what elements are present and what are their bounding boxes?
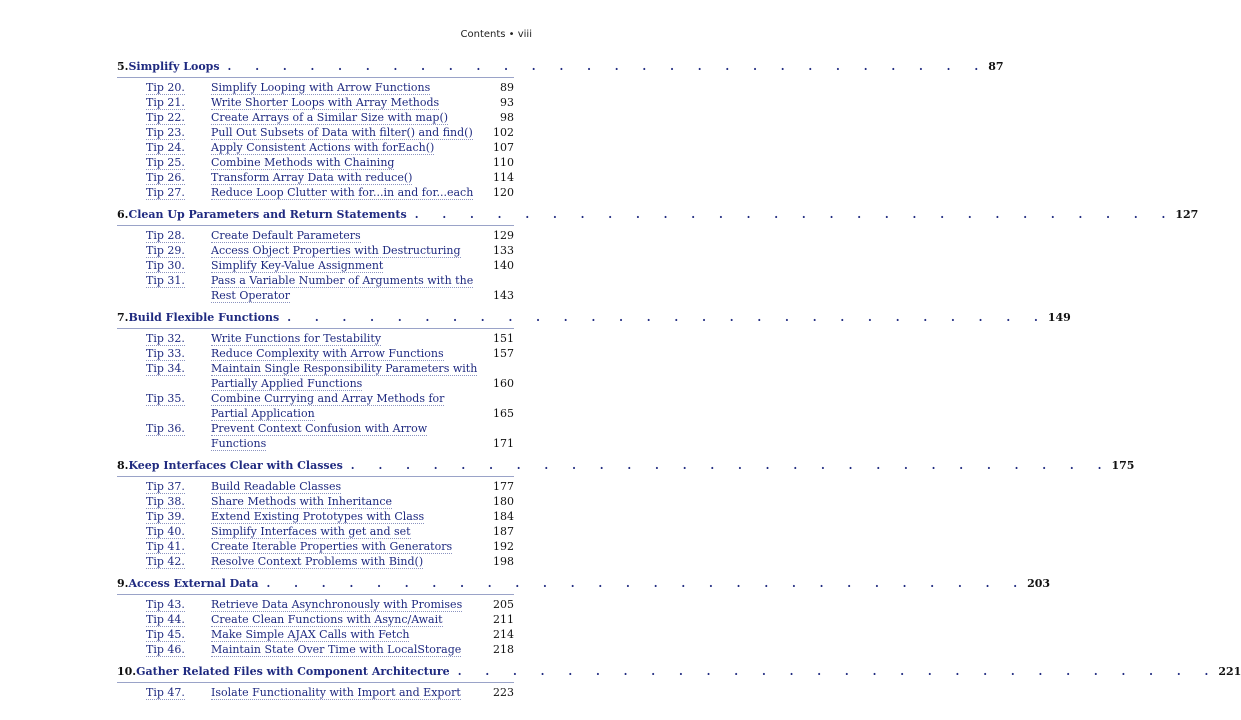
dot-leader: . . . . . . . . . . . . . . . . . . . . . . . . . . . . xyxy=(287,311,1048,324)
tip-entry[interactable] xyxy=(117,361,514,391)
chapter-page-number: 87 xyxy=(988,60,1004,73)
tip-number xyxy=(117,80,211,95)
tip-number-text: Tip 21. xyxy=(146,96,185,109)
tip-page-number: 107 xyxy=(493,141,514,154)
tip-title[interactable] xyxy=(211,421,484,451)
tip-number-text: Tip 22. xyxy=(146,111,185,124)
tip-title-link[interactable]: Simplify Interfaces with get and set xyxy=(211,525,411,538)
tip-title-link[interactable]: Reduce Loop Clutter with for...in and for...each xyxy=(211,186,474,199)
tip-title-link[interactable]: Simplify Looping with Arrow Functions xyxy=(211,81,431,94)
tip-number-text: Tip 47. xyxy=(146,686,185,699)
tip-entry[interactable] xyxy=(117,612,514,627)
chapter-section xyxy=(117,311,1071,451)
tip-title[interactable] xyxy=(211,479,484,494)
tip-title-link[interactable]: Maintain State Over Time with LocalStorage xyxy=(211,643,462,656)
tip-page-number: 187 xyxy=(493,525,514,538)
tip-title-link[interactable]: Maintain Single Responsibility Parameters with Partially Applied Functions xyxy=(211,362,478,390)
tip-title-link[interactable]: Apply Consistent Actions with forEach() xyxy=(211,141,435,154)
tip-number-text: Tip 31. xyxy=(146,274,185,287)
tip-title-link[interactable]: Combine Currying and Array Methods for Partial Application xyxy=(211,392,445,420)
chapter-section xyxy=(117,577,1051,657)
tip-title-link[interactable]: Create Clean Functions with Async/Await xyxy=(211,613,443,626)
tip-title-link[interactable]: Write Shorter Loops with Array Methods xyxy=(211,96,440,109)
chapter-title-link[interactable]: Simplify Loops xyxy=(128,60,220,73)
chapter-page-number: 149 xyxy=(1047,311,1071,324)
tip-title-link[interactable]: Create Default Parameters xyxy=(211,229,361,242)
tip-title[interactable] xyxy=(211,539,484,554)
tip-number-text: Tip 34. xyxy=(146,362,185,375)
tip-title[interactable] xyxy=(211,170,484,185)
tip-entry[interactable] xyxy=(117,346,514,361)
tip-title[interactable] xyxy=(211,391,484,421)
dot-leader: . . . . . . . . . . . . . . . . . . . . . . . . . . . . xyxy=(350,459,1112,472)
tip-title[interactable] xyxy=(211,346,484,361)
tip-entry[interactable] xyxy=(117,258,514,273)
tip-page-number: 98 xyxy=(500,111,514,124)
chapter-entry[interactable] xyxy=(117,311,1071,329)
chapter-number: 5. xyxy=(117,60,129,73)
tip-title[interactable] xyxy=(211,554,484,569)
tip-number-text: Tip 25. xyxy=(146,156,185,169)
tip-number-text: Tip 28. xyxy=(146,229,185,242)
chapter-title-link[interactable]: Access External Data xyxy=(128,577,259,590)
chapter-title-link[interactable]: Build Flexible Functions xyxy=(128,311,280,324)
tip-number-text: Tip 40. xyxy=(146,525,185,538)
page-header: Contents • viii xyxy=(460,29,532,40)
tip-title-link[interactable]: Make Simple AJAX Calls with Fetch xyxy=(211,628,410,641)
tip-number xyxy=(117,627,211,642)
tip-page-number: 214 xyxy=(493,628,514,641)
tip-entry[interactable] xyxy=(117,331,514,346)
tip-number-text: Tip 35. xyxy=(146,392,185,405)
tip-number xyxy=(117,524,211,539)
tip-title-link[interactable]: Combine Methods with Chaining xyxy=(211,156,395,169)
tip-title-link[interactable]: Write Functions for Testability xyxy=(211,332,382,345)
chapter-number: 10. xyxy=(117,665,137,678)
tip-number-text: Tip 43. xyxy=(146,598,185,611)
tip-page-number: 180 xyxy=(493,495,514,508)
tip-number xyxy=(117,554,211,569)
tip-page-number: 143 xyxy=(493,289,514,302)
tip-number-text: Tip 32. xyxy=(146,332,185,345)
tip-page-number: 223 xyxy=(493,686,514,699)
tip-number xyxy=(117,331,211,346)
tip-title-link[interactable]: Pull Out Subsets of Data with filter() and find() xyxy=(211,126,473,139)
dot-leader: . . . . . . . . . . . . . . . . . . . . . . . . . . . . xyxy=(227,60,989,73)
chapter-title-link[interactable]: Gather Related Files with Component Architecture xyxy=(136,665,450,678)
tip-number-text: Tip 38. xyxy=(146,495,185,508)
tip-page-number: 218 xyxy=(493,643,514,656)
tip-entry[interactable] xyxy=(117,642,514,657)
tip-number-text: Tip 20. xyxy=(146,81,185,94)
chapter-number: 7. xyxy=(117,311,129,324)
tip-number xyxy=(117,185,211,200)
tip-page-number: 205 xyxy=(493,598,514,611)
tip-title[interactable] xyxy=(211,331,484,346)
tip-entry[interactable] xyxy=(117,185,514,200)
tip-title-link[interactable]: Prevent Context Confusion with Arrow Functions xyxy=(211,422,428,450)
tip-title-link[interactable]: Isolate Functionality with Import and Export xyxy=(211,686,461,699)
tip-page-number: 165 xyxy=(493,407,514,420)
tip-number xyxy=(117,612,211,627)
tip-entry[interactable] xyxy=(117,479,514,494)
tip-title[interactable] xyxy=(211,642,484,657)
chapter-entry[interactable] xyxy=(117,208,1199,226)
tip-title-link[interactable]: Create Arrays of a Similar Size with map() xyxy=(211,111,449,124)
tip-page-number: 160 xyxy=(493,377,514,390)
tip-title[interactable] xyxy=(211,228,484,243)
tip-number-text: Tip 42. xyxy=(146,555,185,568)
chapter-section xyxy=(117,665,1241,700)
tip-title-link[interactable]: Build Readable Classes xyxy=(211,480,342,493)
chapter-section xyxy=(117,459,1135,569)
tip-title-link[interactable]: Retrieve Data Asynchronously with Promises xyxy=(211,598,463,611)
tip-number xyxy=(117,243,211,258)
tip-entry[interactable] xyxy=(117,597,514,612)
tip-number xyxy=(117,125,211,140)
tip-title[interactable] xyxy=(211,110,484,125)
tip-number-text: Tip 41. xyxy=(146,540,185,553)
tip-title[interactable] xyxy=(211,125,484,140)
tip-number-text: Tip 30. xyxy=(146,259,185,272)
tip-page-number: 120 xyxy=(493,186,514,199)
tip-page-number: 171 xyxy=(493,437,514,450)
tip-entry[interactable] xyxy=(117,685,514,700)
tip-title[interactable] xyxy=(211,685,484,700)
tip-page-number: 177 xyxy=(493,480,514,493)
tip-number-text: Tip 29. xyxy=(146,244,185,257)
tip-title[interactable] xyxy=(211,258,484,273)
tip-page-number: 157 xyxy=(493,347,514,360)
tip-number xyxy=(117,228,211,243)
dot-leader: . . . . . . . . . . . . . . . . . . . . . . . . . . . . xyxy=(457,665,1219,678)
tip-title-link[interactable]: Share Methods with Inheritance xyxy=(211,495,392,508)
tip-title[interactable] xyxy=(211,494,484,509)
tip-title-link[interactable]: Create Iterable Properties with Generators xyxy=(211,540,453,553)
tip-number xyxy=(117,539,211,554)
tip-number xyxy=(117,509,211,524)
tip-title-link[interactable]: Extend Existing Prototypes with Class xyxy=(211,510,425,523)
chapter-section xyxy=(117,208,1199,303)
tip-number xyxy=(117,685,211,700)
tip-page-number: 198 xyxy=(493,555,514,568)
tip-entry[interactable] xyxy=(117,524,514,539)
chapter-entry[interactable] xyxy=(117,665,1241,683)
tip-entry[interactable] xyxy=(117,554,514,569)
tip-title-link[interactable]: Simplify Key-Value Assignment xyxy=(211,259,384,272)
chapter-title-link[interactable]: Keep Interfaces Clear with Classes xyxy=(128,459,343,472)
tip-number-text: Tip 44. xyxy=(146,613,185,626)
tip-number xyxy=(117,110,211,125)
tip-title[interactable] xyxy=(211,627,484,642)
tip-page-number: 211 xyxy=(493,613,514,626)
tip-title[interactable] xyxy=(211,80,484,95)
tip-entry[interactable] xyxy=(117,627,514,642)
tip-page-number: 110 xyxy=(493,156,514,169)
tip-entry[interactable] xyxy=(117,509,514,524)
tip-page-number: 192 xyxy=(493,540,514,553)
tip-entry[interactable] xyxy=(117,421,514,451)
tip-number xyxy=(117,273,211,288)
chapter-page-number: 175 xyxy=(1111,459,1135,472)
tip-title-link[interactable]: Reduce Complexity with Arrow Functions xyxy=(211,347,444,360)
tip-number-text: Tip 46. xyxy=(146,643,185,656)
tip-entry[interactable] xyxy=(117,170,514,185)
tip-number xyxy=(117,421,211,436)
tip-entry[interactable] xyxy=(117,95,514,110)
chapter-entry[interactable] xyxy=(117,577,1051,595)
tip-number xyxy=(117,170,211,185)
tip-page-number: 89 xyxy=(500,81,514,94)
tip-entry[interactable] xyxy=(117,125,514,140)
tip-page-number: 114 xyxy=(493,171,514,184)
tip-number xyxy=(117,597,211,612)
tip-entry[interactable] xyxy=(117,155,514,170)
tip-title[interactable] xyxy=(211,273,484,303)
tip-entry[interactable] xyxy=(117,539,514,554)
tip-number xyxy=(117,391,211,406)
tip-number xyxy=(117,95,211,110)
chapter-page-number: 221 xyxy=(1218,665,1241,678)
tip-entry[interactable] xyxy=(117,273,514,303)
tip-title-link[interactable]: Access Object Properties with Destructuring xyxy=(211,244,461,257)
tip-number xyxy=(117,346,211,361)
tip-entry[interactable] xyxy=(117,391,514,421)
dot-leader: . . . . . . . . . . . . . . . . . . . . . . . . . . . . xyxy=(414,208,1176,221)
chapter-number: 8. xyxy=(117,459,129,472)
tip-entry[interactable] xyxy=(117,80,514,95)
tip-number-text: Tip 24. xyxy=(146,141,185,154)
dot-leader: . . . . . . . . . . . . . . . . . . . . . . . . . . . . xyxy=(266,577,1028,590)
chapter-section xyxy=(117,60,1004,200)
tip-number-text: Tip 36. xyxy=(146,422,185,435)
tip-title[interactable] xyxy=(211,524,484,539)
chapter-number: 9. xyxy=(117,577,129,590)
chapter-page-number: 203 xyxy=(1027,577,1051,590)
chapter-page-number: 127 xyxy=(1175,208,1199,221)
tip-title-link[interactable]: Transform Array Data with reduce() xyxy=(211,171,413,184)
tip-entry[interactable] xyxy=(117,140,514,155)
tip-number-text: Tip 23. xyxy=(146,126,185,139)
tip-number xyxy=(117,140,211,155)
tip-number xyxy=(117,494,211,509)
tip-number-text: Tip 33. xyxy=(146,347,185,360)
tip-number xyxy=(117,361,211,376)
tip-page-number: 133 xyxy=(493,244,514,257)
tip-entry[interactable] xyxy=(117,110,514,125)
tip-number-text: Tip 39. xyxy=(146,510,185,523)
tip-title[interactable] xyxy=(211,185,484,200)
tip-page-number: 129 xyxy=(493,229,514,242)
tip-page-number: 184 xyxy=(493,510,514,523)
tip-title-link[interactable]: Resolve Context Problems with Bind() xyxy=(211,555,424,568)
tip-entry[interactable] xyxy=(117,243,514,258)
tip-number xyxy=(117,479,211,494)
tip-page-number: 151 xyxy=(493,332,514,345)
tip-page-number: 140 xyxy=(493,259,514,272)
tip-number xyxy=(117,155,211,170)
chapter-number: 6. xyxy=(117,208,129,221)
tip-title[interactable] xyxy=(211,155,484,170)
chapter-entry[interactable] xyxy=(117,60,1004,78)
tip-page-number: 93 xyxy=(500,96,514,109)
tip-entry[interactable] xyxy=(117,494,514,509)
tip-title[interactable] xyxy=(211,140,484,155)
tip-title[interactable] xyxy=(211,95,484,110)
tip-number xyxy=(117,642,211,657)
tip-title-link[interactable]: Pass a Variable Number of Arguments with the Rest Operator xyxy=(211,274,474,302)
tip-title[interactable] xyxy=(211,243,484,258)
tip-number xyxy=(117,258,211,273)
tip-number-text: Tip 26. xyxy=(146,171,185,184)
tip-number-text: Tip 37. xyxy=(146,480,185,493)
chapter-title-link[interactable]: Clean Up Parameters and Return Statements xyxy=(128,208,407,221)
tip-number-text: Tip 27. xyxy=(146,186,185,199)
tip-entry[interactable] xyxy=(117,228,514,243)
tip-title[interactable] xyxy=(211,361,484,391)
tip-number-text: Tip 45. xyxy=(146,628,185,641)
chapter-entry[interactable] xyxy=(117,459,1135,477)
tip-title[interactable] xyxy=(211,509,484,524)
tip-title[interactable] xyxy=(211,597,484,612)
tip-title[interactable] xyxy=(211,612,484,627)
tip-page-number: 102 xyxy=(493,126,514,139)
table-of-contents xyxy=(117,60,1241,708)
